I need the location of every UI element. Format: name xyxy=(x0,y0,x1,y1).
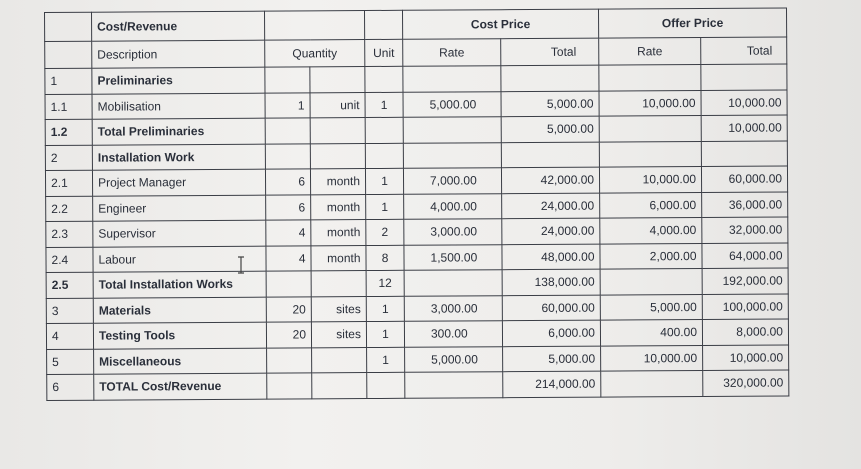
cell-unit: 1 xyxy=(367,347,405,373)
header-total: Total xyxy=(501,38,599,66)
cell-unit-type: unit xyxy=(310,92,365,118)
cell-unit xyxy=(365,66,403,92)
cell-offer-total: 36,000.00 xyxy=(702,191,788,217)
cell-unit xyxy=(367,372,405,398)
cell-total: 60,000.00 xyxy=(502,295,600,321)
cell-offer-total: 60,000.00 xyxy=(701,166,787,192)
cell-description: Engineer xyxy=(93,195,266,222)
cell-rate xyxy=(404,270,502,296)
cell-unit-type xyxy=(310,67,365,93)
cell-quantity: 6 xyxy=(265,169,310,195)
cell-unit-type xyxy=(312,373,367,399)
cell-rate: 3,000.00 xyxy=(404,295,502,321)
cell-offer-rate: 10,000.00 xyxy=(601,345,703,371)
cell-rate: 300.00 xyxy=(404,321,502,347)
cell-offer-total: 320,000.00 xyxy=(703,370,789,396)
cell-total xyxy=(501,65,599,91)
cell-unit: 8 xyxy=(366,245,404,271)
cell-no: 1.2 xyxy=(45,119,92,145)
cell-quantity xyxy=(265,118,310,144)
cell-offer-rate: 4,000.00 xyxy=(600,217,702,243)
cell-unit: 2 xyxy=(366,219,404,245)
cell-total: 138,000.00 xyxy=(502,269,600,295)
cell-rate: 4,000.00 xyxy=(404,193,502,219)
header-offer-total: Total xyxy=(701,37,787,65)
cell-description: Miscellaneous xyxy=(94,348,267,375)
header-blank-qty xyxy=(264,11,364,41)
cell-unit xyxy=(365,143,403,169)
header-cost-revenue: Cost/Revenue xyxy=(92,11,265,41)
header-cost-price: Cost Price xyxy=(402,9,598,39)
cell-offer-rate: 2,000.00 xyxy=(600,243,702,269)
header-description: Description xyxy=(92,40,265,68)
cell-unit-type: sites xyxy=(311,296,366,322)
cell-total: 5,000.00 xyxy=(503,346,601,372)
header-blank-no xyxy=(45,41,92,68)
cell-offer-total: 192,000.00 xyxy=(702,268,788,294)
cost-revenue-table xyxy=(44,7,789,400)
cell-quantity: 20 xyxy=(266,296,311,322)
cell-total: 24,000.00 xyxy=(502,193,600,219)
cell-no: 2.5 xyxy=(46,272,93,298)
cell-no: 1.1 xyxy=(45,94,92,120)
cell-description: Installation Work xyxy=(92,144,265,171)
cell-description: Mobilisation xyxy=(92,93,265,120)
cell-unit-type xyxy=(310,118,365,144)
cell-offer-rate: 10,000.00 xyxy=(599,166,701,192)
cell-quantity xyxy=(265,143,310,169)
cell-offer-total: 10,000.00 xyxy=(701,115,787,141)
cell-offer-rate: 6,000.00 xyxy=(600,192,702,218)
cell-no: 5 xyxy=(47,349,94,375)
cell-unit xyxy=(365,117,403,143)
cell-description: Total Preliminaries xyxy=(92,118,265,145)
cell-unit: 1 xyxy=(366,296,404,322)
header-rate: Rate xyxy=(403,39,501,67)
cell-offer-rate xyxy=(599,115,701,141)
cell-offer-rate xyxy=(600,268,702,294)
cell-no: 1 xyxy=(45,68,92,94)
cell-rate xyxy=(403,142,501,168)
header-blank xyxy=(45,12,92,41)
cell-offer-rate xyxy=(599,141,701,167)
cell-total: 5,000.00 xyxy=(501,91,599,117)
cell-total: 6,000.00 xyxy=(502,320,600,346)
header-offer-rate: Rate xyxy=(599,37,701,65)
cell-unit-type xyxy=(312,347,367,373)
cell-unit-type xyxy=(310,143,365,169)
cell-rate: 5,000.00 xyxy=(405,346,503,372)
cell-unit: 1 xyxy=(365,92,403,118)
cell-offer-rate xyxy=(601,370,703,396)
header-blank-unit xyxy=(364,10,402,39)
cell-unit-type: month xyxy=(311,220,366,246)
cell-offer-total xyxy=(701,140,787,166)
cell-quantity: 6 xyxy=(266,194,311,220)
cell-no: 4 xyxy=(46,323,93,349)
cell-offer-total: 10,000.00 xyxy=(701,89,787,115)
cell-no: 3 xyxy=(46,298,93,324)
cell-quantity: 1 xyxy=(265,92,310,118)
cell-unit-type xyxy=(311,271,366,297)
cell-offer-total xyxy=(701,64,787,90)
cell-description: TOTAL Cost/Revenue xyxy=(94,373,267,400)
cell-unit-type: sites xyxy=(311,322,366,348)
cell-offer-total: 10,000.00 xyxy=(703,344,789,370)
header-offer-price: Offer Price xyxy=(598,8,786,38)
cell-quantity xyxy=(265,67,310,93)
cell-offer-total: 32,000.00 xyxy=(702,217,788,243)
cell-unit-type: month xyxy=(311,194,366,220)
header-unit: Unit xyxy=(365,39,403,66)
cell-quantity xyxy=(267,347,312,373)
cell-no: 2 xyxy=(45,145,92,171)
cell-rate xyxy=(405,372,503,398)
cell-no: 6 xyxy=(47,374,94,400)
cell-unit: 1 xyxy=(366,194,404,220)
cell-quantity: 4 xyxy=(266,220,311,246)
cell-rate: 7,000.00 xyxy=(403,168,501,194)
cell-offer-rate: 5,000.00 xyxy=(600,294,702,320)
header-row-1 xyxy=(45,8,787,42)
cell-unit: 1 xyxy=(365,168,403,194)
cell-no: 2.3 xyxy=(46,221,93,247)
cell-description: Total Installation Works xyxy=(93,271,266,298)
cell-total: 214,000.00 xyxy=(503,371,601,397)
cell-offer-total: 8,000.00 xyxy=(702,319,788,345)
cell-description: Supervisor xyxy=(93,220,266,247)
cell-quantity: 20 xyxy=(266,322,311,348)
cell-offer-total: 100,000.00 xyxy=(702,293,788,319)
cell-quantity: 4 xyxy=(266,245,311,271)
cell-no: 2.4 xyxy=(46,247,93,273)
cell-unit: 12 xyxy=(366,270,404,296)
header-quantity: Quantity xyxy=(265,40,365,68)
cell-description: Materials xyxy=(93,297,266,324)
cell-quantity xyxy=(266,271,311,297)
cell-description: Testing Tools xyxy=(93,322,266,349)
cell-no: 2.1 xyxy=(45,170,92,196)
cell-unit-type: month xyxy=(311,245,366,271)
cell-offer-rate: 10,000.00 xyxy=(599,90,701,116)
cell-description: Preliminaries xyxy=(92,67,265,94)
cell-no: 2.2 xyxy=(46,196,93,222)
cell-total: 5,000.00 xyxy=(501,116,599,142)
cell-rate xyxy=(403,66,501,92)
cell-total: 42,000.00 xyxy=(501,167,599,193)
cell-description: Labour xyxy=(93,246,266,273)
table-row xyxy=(47,370,789,400)
cell-offer-total: 64,000.00 xyxy=(702,242,788,268)
text-cursor-icon xyxy=(236,256,246,274)
cell-unit-type: month xyxy=(310,169,365,195)
cell-total: 48,000.00 xyxy=(502,244,600,270)
cell-total: 24,000.00 xyxy=(502,218,600,244)
cell-unit: 1 xyxy=(366,321,404,347)
cell-rate: 3,000.00 xyxy=(404,219,502,245)
cell-offer-rate xyxy=(599,64,701,90)
cell-offer-rate: 400.00 xyxy=(600,319,702,345)
cell-rate xyxy=(403,117,501,143)
cell-total xyxy=(501,142,599,168)
cell-quantity xyxy=(267,373,312,399)
cell-description: Project Manager xyxy=(92,169,265,196)
cell-rate: 5,000.00 xyxy=(403,91,501,117)
cell-rate: 1,500.00 xyxy=(404,244,502,270)
